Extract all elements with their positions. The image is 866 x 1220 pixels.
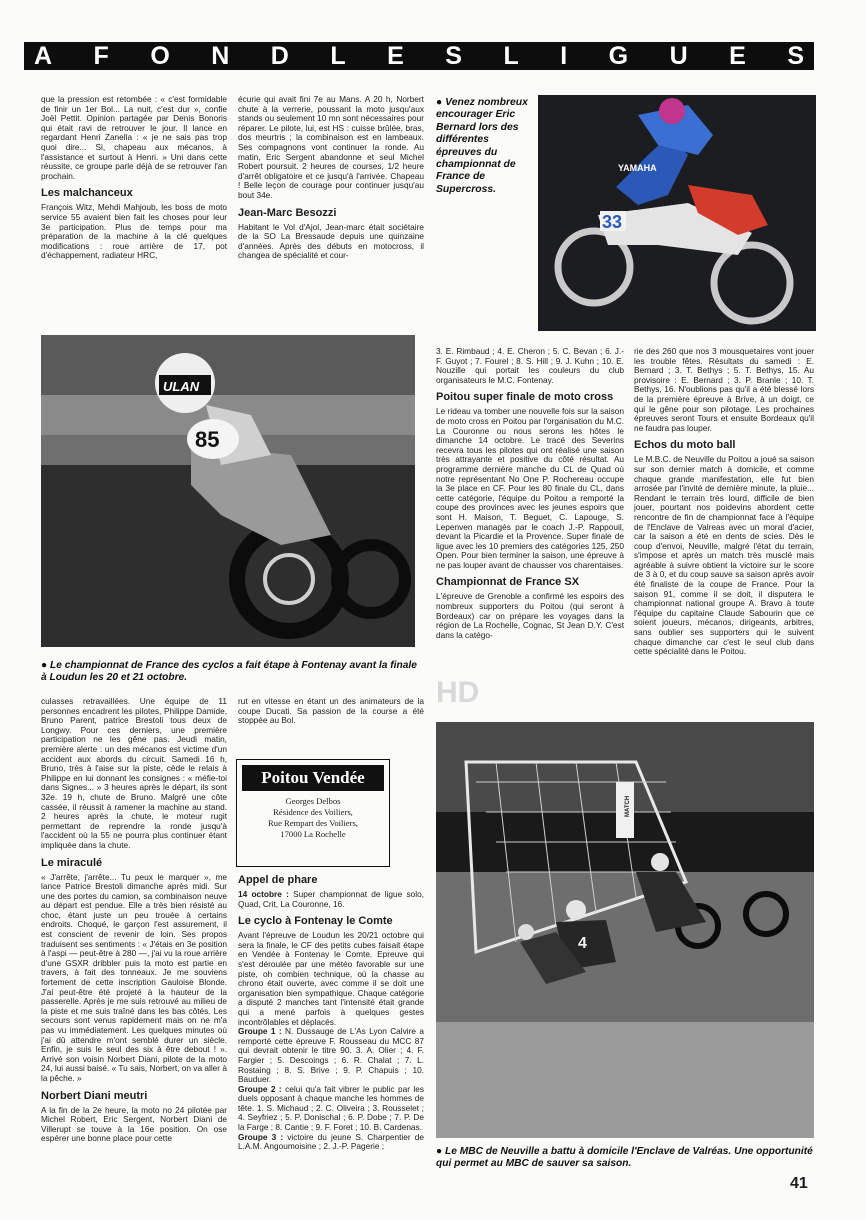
article-text: Le M.B.C. de Neuville du Poitou a joué sa saison sur son dernier match à domicile, et comme chaque grande manifestation, elle fut bien arrosée par l'invité de dernière minute, la pluie... Rendant le terrain très lourd, difficile de bien jouer, pourtant nos poidevins abordent cette rencontre de fin de championnat face à l'équipe de l'Enclave de Valreas avec un moral d'acier, car la saison a été en dents de scies. Dès le coup d'envoi, Neuville, malgré l'état du terrain, s'impose et après un match très musclé mais agréable à suivre obtient la victoire sur le score de 3 à 0, et du coup sauve sa saison après avoir été finaliste de la coupe de France. Pour la saison 91, comme il se doit, il disputera le championnat national groupe A. Bravo à toute l'équipe du capitaine Claude Sabourin que ce soient joueurs, mécanos, dirigeants, arbitres, sans oublier ses supporters qui le suivent chaque dimanche car c'est le seul club dans cette spécialité dans le Poitou. — [634, 454, 814, 657]
banner-letter: E — [729, 42, 746, 70]
article-text: Avant l'épreuve de Loudun les 20/21 octobre qui sera la finale, le CF des petits cubes faisait étape en Vendée à Fontenay le Comte. Epreuve qui s'est déroulée par une météo favorable sur une piste, oh combien technique, où la chasse au chrono était ouverte, avec comme il se doit une organisation bien sympathique. Chaque catégorie a disputé 2 manches tant l'intensité était grande qui a mené parfois à quelques gestes incontrôlables et déplacés. — [238, 930, 424, 1027]
article-text: 3. E. Rimbaud ; 4. E. Cheron ; 5. C. Bevan ; 6. J.-F. Guyot ; 7. Fourel ; 8. S. Hill ; 9. J. Kuhn ; 10. E. Nouzille qui portait les couleurs du club organisateurs le M.C. Fontenay. — [436, 347, 624, 385]
banner-letter: O — [150, 42, 170, 70]
heading-cyclo: Le cyclo à Fontenay le Comte — [238, 915, 393, 928]
column-2-top — [238, 95, 424, 333]
heading-besozzi: Jean-Marc Besozzi — [238, 206, 337, 219]
contact-street: Rue Rempart des Voiliers, — [268, 818, 358, 828]
heading-malchanceux: Les malchanceux — [41, 187, 133, 200]
article-text: A la fin de la 2e heure, la moto no 24 pilotée par Michel Robert, Eric Sergent, Norbert Diani de Villerupt se touve à la 16e position. On ose espérer une bonne place pour cette — [41, 1104, 227, 1144]
shirt-number: 4 — [578, 935, 587, 952]
section-banner — [24, 42, 814, 70]
goal-sign: MATCH — [625, 795, 631, 817]
banner-letter: S — [445, 42, 462, 70]
article-text: Le rideau va tomber une nouvelle fois sur la saison de moto cross en Poitou par l'organisation du M.C. La Couronne ou nous serons les hôtes le dimanche 14 octobre. Le tracé des Severins recevra tous les pilotes qui ont réalisé une saison très attrayante et positive du côté résultat. Au programme dernière manche du CL de Quad où notre représentant No One P. Rochereau occupe la 3e place en CF. Pour les 80 finale du CL, dans cette catégorie, l'équipe du Poitou a remporté la coupe des provinces avec les jeunes espoirs que sont H. Maison, T. Beguet, C. Lapouge, S. Lepenven managés par le coach J.-P. Rappouil, devant la Picardie et la Provence. Super finale de ligue avec les 10 premiers des catégories 125, 250 Open. Pour bien terminer la saison, une épreuve à ne pas louper avant de chausser vos charentaises. — [436, 406, 624, 570]
rider-number-top: 33 — [602, 212, 623, 232]
bike-brand-label: YAMAHA — [618, 163, 657, 173]
poitou-vendee-title: Poitou Vendée — [242, 765, 384, 791]
caption-cyclos: ● Le championnat de France des cyclos a fait étape à Fontenay avant la finale à Loudun les 20 et 21 octobre. — [41, 660, 417, 683]
column-2-bottom — [238, 872, 424, 1172]
column-1-top — [41, 95, 227, 333]
article-text: Groupe 1 : N. Dussauge de L'As Lyon Calvire a remporté cette épreuve F. Rousseau du MCC 87 qui devrait obtenir le titre 90. 3. A. Olier ; 4. F. Fargier ; 5. Descoings ; 6. R. Chalat ; 7. L. Rostaing ; 8. S. Brive ; 9. P. Chapuis ; 10. Bauduer. — [238, 1026, 424, 1085]
contact-name: Georges Delbos — [285, 796, 341, 806]
column-3-mid — [436, 347, 624, 693]
article-text: Groupe 3 : victoire du jeune S. Charpentier de L.A.M. Angoumoisine ; 2. J.-P. Pagerie ; — [238, 1131, 424, 1152]
poitou-vendee-address — [237, 796, 389, 840]
caption-supercross: ● Venez nombreux encourager Eric Bernard lors des différentes épreuves du championnat de France de Supercross. — [436, 97, 528, 195]
photo-supercross-rider — [538, 95, 816, 331]
contact-residence: Résidence des Voiliers, — [273, 807, 353, 817]
column-4-mid — [634, 347, 814, 693]
heading-phare: Appel de phare — [238, 874, 318, 886]
banner-letter: I — [560, 42, 568, 70]
banner-letter: S — [787, 42, 804, 70]
heading-moto-ball: Echos du moto ball — [634, 439, 736, 452]
banner-letter: A — [34, 42, 53, 70]
article-text: Groupe 2 : celui qu'a fait vibrer le public par les duels opposant à chaque manche les hommes de tête. 1. S. Michaud ; 2. C. Oliveira ; 3. Rousselet ; 4. Seyfriez ; 5. P. Donischal ; 6. P. Dobe ; 7. P. De la Farge ; 8. Cantie ; 9. F. Foret ; 10. B. Cardenas. — [238, 1083, 424, 1133]
heading-sx: Championnat de France SX — [436, 576, 580, 589]
contact-city: 17000 La Rochelle — [280, 829, 346, 839]
banner-letter: D — [270, 42, 289, 70]
photo-moto-ball — [436, 722, 814, 1138]
heading-miracule: Le miraculé — [41, 856, 103, 869]
bullet-icon: ● — [436, 1146, 443, 1157]
page-number: 41 — [790, 1175, 808, 1192]
banner-letter: E — [387, 42, 404, 70]
article-text: « J'arrête, j'arrête... Tu peux le marquer », me lance Patrice Brestoli dimanche après midi. Sur une des portes du camion, sa combinaison neuve au départ est pendue. Elle a très bien résisté au choc, étant juste un peu trouée à certains endroits. Choqué, le garçon l'est assurement, il est conscient de revenir de loin. Ses propos traduisent ses sentiments : « J'étais en 3e position à l'aspi — peut-être à 280 —, j'ai vu la roue arrière d'une GSXR dribbler puis la moto est partie en travers, à fait des tonneaux. Je me souviens fortement de cette inscription Gauloise Blonde. J'ai peut-être été projeté à la hauteur de la passerelle. Après je me suis retrouvé au milieu de la piste et me suis traîné dans les bas côtés. Les secours sont venus rapidement mais on ne m'a pas vu immédiatement. Les quelques minutes où j'ai dû attendre m'ont semblé durer un siècle. Enfin, je suis le seul des six à être debout ! ». Arrivé son voisin Norbert Diani, pilote de la moto 24, lui aussi baisé. « Tu sais, Norbert, on va aller à la pêche. » — [41, 871, 227, 1083]
banner-letter: L — [503, 42, 519, 70]
heading-poitou-cross: Poitou super finale de moto cross — [436, 391, 614, 404]
article-text: 14 octobre : Super championnat de ligue solo, Quad, Crit, La Couronne, 16. — [238, 889, 424, 909]
banner-letter: G — [608, 42, 629, 70]
poitou-vendee-box — [236, 759, 390, 867]
column-1-bottom — [41, 697, 227, 1171]
banner-letter: F — [93, 42, 109, 70]
banner-letter: L — [330, 42, 346, 70]
photo-cyclo-rider — [41, 335, 415, 647]
article-text: que la pression est retombée : « c'est formidable de finir un 1er Bol... La nuit, c'est dur », confie Joël Pettit. Opinion partagée par Denis Bonoris qui était ravi de retrouver le jour. Il lance en regardant Henri Zanella : « je ne sais pas trop quoi dire... Si, chapeau aux mécanos, à l'assistance et surtout à Henri. » Uni dans cette réussite, ce groupe parle déjà de se retrouver l'an prochain. — [41, 95, 227, 181]
bullet-icon: ● — [41, 660, 48, 671]
article-text: écurie qui avait fini 7e au Mans. A 20 h, Norbert chute à la verrerie, poussant la moto jusqu'aux stands ou seulement 10 mn sont nécessaires pour réparer. Le pilote, lui, est HS : cuisse brûlée, bras, dos meurtris ; la combinaison est en lambeaux. Ses compagnons vont continuer la ronde. Au matin, Eric Sergent abandonne et seul Michel Robert poursuit. 2 heures de courses, 1/2 heure d'arrêt obligatoire et ce jusqu'à l'arrivée. Chapeau ! Belle leçon de courage pour continuer jusqu'au bout 34e. — [238, 95, 424, 200]
article-text: François Witz, Mehdi Mahjoub, les boss de moto service 55 avaient bien fait les choses pour leur 3e participation. Plus de temps pour ma préparation de la machine à la clé quelques modifications : roue arrière de 17, pot d'échappement, radiateur HRC, — [41, 202, 227, 261]
bullet-icon: ● — [436, 97, 443, 108]
article-text: rie des 260 que nos 3 mousquetaires vont jouer les trouble fêtes. Résultats du samedi : E. Bernard ; 3. T. Bethys ; 5. T. Bethys, 15. Au provisoire : E. Bernard ; 3. P. Branle ; 10. T. Bethys, 16. N'oublions pas qu'il a été blessé lors de la première épreuve à Brive, à un doigt, ce qui le gêne pour son pilotage. Les prochaines épreuves seront Tours et ensuite Bordeaux qu'il ne faudra pas louper. — [634, 347, 814, 433]
helmet-text: ULAN — [163, 379, 200, 394]
rider-number-mid: 85 — [195, 427, 220, 452]
banner-letter: N — [211, 42, 230, 70]
article-text: rut en vitesse en étant un des animateurs de la coupe Ducati. Sa passion de la course a été stoppée au Bol. — [238, 697, 424, 726]
caption-moto-ball: ● Le MBC de Neuville a battu à domicile l'Enclave de Valréas. Une opportunité qui permet au MBC de sauver sa saison. — [436, 1146, 813, 1169]
article-text: Habitant le Vol d'Ajol, Jean-marc était sociétaire de la SO La Bressaude depuis une quinzaine d'années. Après des débuts en motocross, il changea de spécialité et cour- — [238, 221, 424, 261]
column-2-bottom-intro — [238, 697, 424, 747]
article-text: L'épreuve de Grenoble a confirmé les espoirs des nombreux supporters du Poitou (qui seront à Bordeaux) car on prépare les voyages dans la région de La Rochelle, Cognac, St Jean D.Y. C'est dans la catégo- — [436, 591, 624, 640]
banner-letter: U — [669, 42, 688, 70]
heading-diani: Norbert Diani meutri — [41, 1089, 148, 1102]
watermark: HD — [436, 676, 480, 709]
article-text: culasses retravaillées. Une équipe de 11 personnes encadrent les pilotes, Philippe Damide, Bruno Parent, patrice Brestoli tous deux de Longwy. Pour ces derniers, une première participation ne les gêne pas. Jeudi matin, première alerte : un des mécanos est victime d'un accident aux abords du circuit. Samedi 16 h, Bruno, très à l'aise sur la piste, cède le relais à Philippe en lui donnant les consignes : « méfie-toi dans Signes... » 3 heures après le départ, ils sont 32e. 19 h, chute de Bruno. Malgré une côte cassée, il réussit à ramener la machine au stand. 2 heures après la chute, le moteur rugit permettant de reprendre la ronde jusqu'à l'accident où la 55 ne pourra plus continuer étant impliquée dans la chute. — [41, 697, 227, 850]
